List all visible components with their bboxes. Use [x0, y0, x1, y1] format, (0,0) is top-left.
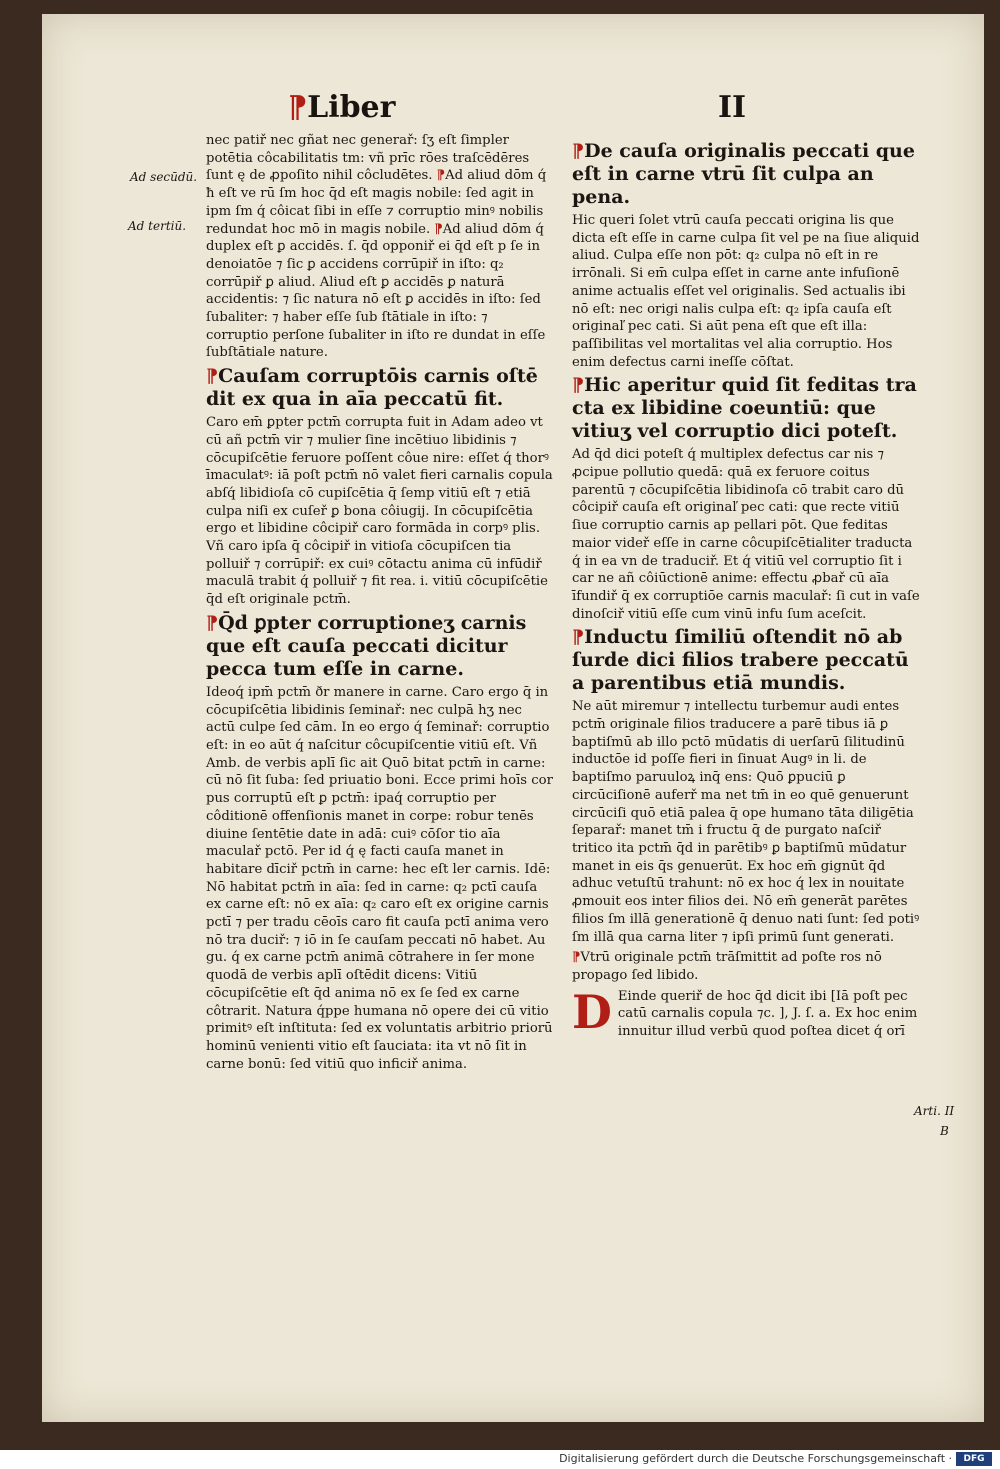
margin-note-b: B: [940, 1124, 949, 1138]
right-heading-2: ⁋Hic aperitur quid ſit feditas tra cta ex libidine coeuntiū: que vitiuʒ vel corruptio dici poteſt.: [572, 374, 917, 443]
rubric-mark: ⁋: [572, 374, 585, 397]
right-paragraph-2: Ad q̄d dici poteſt q́ multiplex defectus car nis ⁊ ꝓcipue pollutio quedā: quā ex feruore coitus parentū ⁊ cōcupiſcētia libidinoſa cō trabit caro dū côcipiř cauſa eſt originaľ pec cati: que recte vitiū ſiue corruptio carnis ap pellari pōt. Que feditas maior videř eſſe in carne côcupiſcētialiter traducta q́ in ea vn de traduciř. Et q́ vitiū vel corruptio ſit i car ne añ côiūctionē anime: effectu ꝓbař cū aīa īfundiř q̄ ex corruptiōe carnis maculař: ſi cut in vaſe dinoſciř vitiū eſſe cum vinū infu ſum aceſcit.: [572, 447, 920, 622]
left-paragraph-2: Caro em̄ ꝑpter pctm̄ corrupta fuit in Adam adeo vt cū añ pctm̄ vir ⁊ mulier ſine incētiuo libidinis ⁊ cōcupiſcētie feruore poſſent côue nire: eſſet q́ thorꝰ īmaculatꝰ: iā poſt pctm̄ nō valet fieri carnalis copula abſq́ libidioſa cō cupiſcētia q̄ ſemp vitiū eſt ⁊ etiā culpa niſi ex cuſeř ꝑ bona côiugij. In cōcupiſcētia ergo et libidine côcipiř caro formāda in corpꝰ plis. Vñ caro ipſa q̄ côcipiř in vitioſa cōcupiſcen tia polluiř ⁊ corrūpiř: ex cuiꝰ cōtactu anima cū infūdiř maculā trabit q́ polluiř ⁊ fit rea. i. vitiū cōcupiſcētie q̄d eſt originale pctm̄.: [206, 415, 553, 608]
left-heading-1: ⁋Cauſam corruptōis carnis oſtē dit ex qua in aīa peccatū fit.: [206, 365, 538, 411]
margin-note-tertiu: Ad tertiū.: [128, 219, 187, 233]
right-paragraph-4: [572, 984, 922, 1041]
dfg-logo-icon: DFG: [956, 1452, 992, 1466]
rubric-mark: ⁋: [436, 168, 446, 184]
left-paragraph-3: Ideoq́ ipm̄ pctm̄ ðr manere in carne. Caro ergo q̄ in cōcupiſcētia libidinis ſeminař: nec culpā hʒ nec actū culpe ſed cām. In eo ergo q́ ſeminař: corruptio eſt: in eo aūt q́ naſcitur côcupiſcentie vitiū eſt. Vñ Amb. de verbis aplī ſic ait Quō bitat pctm̄ in carne: cū nō ſit ſuba: ſed priuatio boni. Ecce primi hoīs cor pus corruptū eſt ꝑ pctm̄: ipaq́ corruptio per côditionē offenſionis manet in corpe: robur tenēs diuine ſentētie date in adā: cuiꝰ cōſor tio aīa maculař pctō. Per id q́ ę facti cauſa manet in habitare dīciř pctm̄ in carne: hec eſt ler carnis. Idē: Nō habitat pctm̄ in aīa: ſed in carne: q₂ pctī cauſa ex carne eſt: nō ex aīa: q₂ caro eſt ex origine carnis pctī ⁊ per tradu cēoīs caro fit cauſa pctī anima vero nō tra duciř: ⁊ iō in ſe cauſam peccati nō habet. Au gu. q́ ex carne pctm̄ animā cōtrahere in ſer mone quodā de verbis aplī oſtēdit dicens: Vitiū cōcupiſcētie eſt q̄d anima nō ex ſe ſed ex carne côtrarit. Natura q́ppe humana nō opere dei cū vitio primitꝰ eſt inſtituta: ſed ex voluntatis arbitrio priorū hominū venienti vitio eſt ſauciata: ita vt nō ſit in carne bonū: ſed vitiū quo inficiř anima.: [206, 684, 553, 1072]
left-heading-2: ⁋Q̄d ꝑpter corruptioneʒ carnis que eſt cauſa peccati dicitur pecca tum eſſe in carne.: [206, 611, 527, 680]
footer-credit: Digitalisierung gefördert durch die Deutsche Forschungsgemeinschaft ·: [559, 1452, 952, 1465]
rubric-mark: ⁋: [572, 140, 585, 162]
margin-note-secundu: Ad secūdū.: [130, 170, 198, 184]
footer-bar: [0, 1450, 1000, 1469]
right-column: [572, 138, 922, 1044]
right-paragraph-4-text: Einde queriř de hoc q̄d dicit ibi [Iā poſt pec catū carnalis copula ⁊c. ], J. ſ. a. Ex hoc enim innuitur illud verbū quod poſtea dicet q́ orī: [617, 988, 918, 1040]
running-header-left: [288, 90, 395, 125]
running-header-right: II: [718, 90, 747, 125]
rubric-mark: ⁋: [288, 90, 308, 125]
left-paragraph-1: nec patiř nec gñat nec generař: ſʒ eſt ſimpler potētia côcabilitatis tm: vñ prīc rōes traſcēdēres ſunt ę de ꝓpoſito nihil côcludētes. ⁋Ad aliud dōm q́ ħ eſt ve rū ſm hoc q̄d eſt magis nobile: ſed agit in ipm ſm q́ côicat ſibi in eſſe ⁊ corruptio minꝰ nobilis redundat hoc mō in magis nobile. ⁋Ad aliud dōm q́ duplex eſt ꝑ accidēs. ſ. q̄d opponiř ei q̄d eſt p ſe in denoiatōe ⁊ ſic ꝑ accidens corrūpiř in iſto: q₂ corrūpiř ꝑ aliud. Aliud eſt ꝑ accidēs ꝑ naturā accidentis: ⁊ ſic natura nō eſt ꝑ accidēs in iſto: ſed ſubaliter: ⁊ haber eſſe ſub ſtātiale in iſto: ⁊ corruptio perſone ſubaliter in iſto re dundat in eſſe ſubſtātiale nature.: [206, 133, 547, 361]
margin-note-articulus: Arti. II: [914, 1104, 955, 1118]
right-heading-3: ⁋Inductu ſimiliū oſtendit nō ab ſurde dici filios trabere peccatū a parentibus etiā mundis.: [572, 626, 909, 695]
drop-initial-d: D: [572, 984, 612, 1039]
rubric-mark: ⁋: [434, 221, 443, 237]
header-left-text: Liber: [307, 90, 396, 125]
right-paragraph-3: Ne aūt miremur ⁊ intellectu turbemur audi entes pctm̄ originale filios traducere a parē tibus iā ꝑ baptiſmū ab illo pctō mūdatis di uerſarū ſilitudinū inductōe id poſſe fieri in ſinuat Augꝰ in li. de baptiſmo paruuloꝝ inq̄ ens: Quō ꝑpuciū ꝑ circūciſionē auferř ma net tm̄ in eo quē genuerunt circūciſi quō etiā palea q̄ ope humano tāta diligētia ſeparař: manet tm̄ i fructu q̄ de purgato naſciř tritico ita pctm̄ q̄d in parētibꝰ ꝑ baptiſmū mūdatur manet in eis q̄s genuerūt. Ex hoc em̄ gignūt q̄d adhuc vetuſtū trahunt: nō ex hoc q́ lex in nouitate ꝓmouit eos inter filios dei. Nō em̄ generāt parētes filios ſm illā generationē q̄ denuo nati ſunt: ſed potiꝰ ſm illā qua carna liter ⁊ ipſi primū ſunt generati.: [572, 699, 920, 945]
right-heading-1: ⁋De cauſa originalis peccati que eſt in carne vtrū ſit culpa an pena.: [572, 140, 915, 208]
rubric-mark: ⁋: [206, 611, 219, 634]
right-subheading-4: ⁋Vtrū originale pctm̄ trāſmittit ad poſte ros nō propago ſed libido.: [572, 950, 882, 983]
book-page: [42, 14, 984, 1422]
rubric-mark: ⁋: [206, 365, 219, 388]
rubric-mark: ⁋: [572, 950, 581, 966]
left-column: [206, 132, 554, 1076]
rubric-mark: ⁋: [572, 626, 585, 649]
right-paragraph-1: Hic queri ſolet vtrū cauſa peccati origina lis que dicta eſt eſſe in carne culpa ſit vel pe na ſiue aliquid aliud. Culpa eſſe non pōt: q₂ culpa nō eſt in re irrōnali. Si em̄ culpa eſſet in carne ante infuſionē anime actualis eſſet vel originalis. Sed actualis ibi nō eſt: nec origi nalis culpa eſt: q₂ ipſa cauſa eſt originaľ pec cati. Si aūt pena eſt que eſt illa: paſſibilitas vel mortalitas vel alia corruptio. Hos enim defectus carni ineſſe cōſtat.: [572, 213, 920, 370]
